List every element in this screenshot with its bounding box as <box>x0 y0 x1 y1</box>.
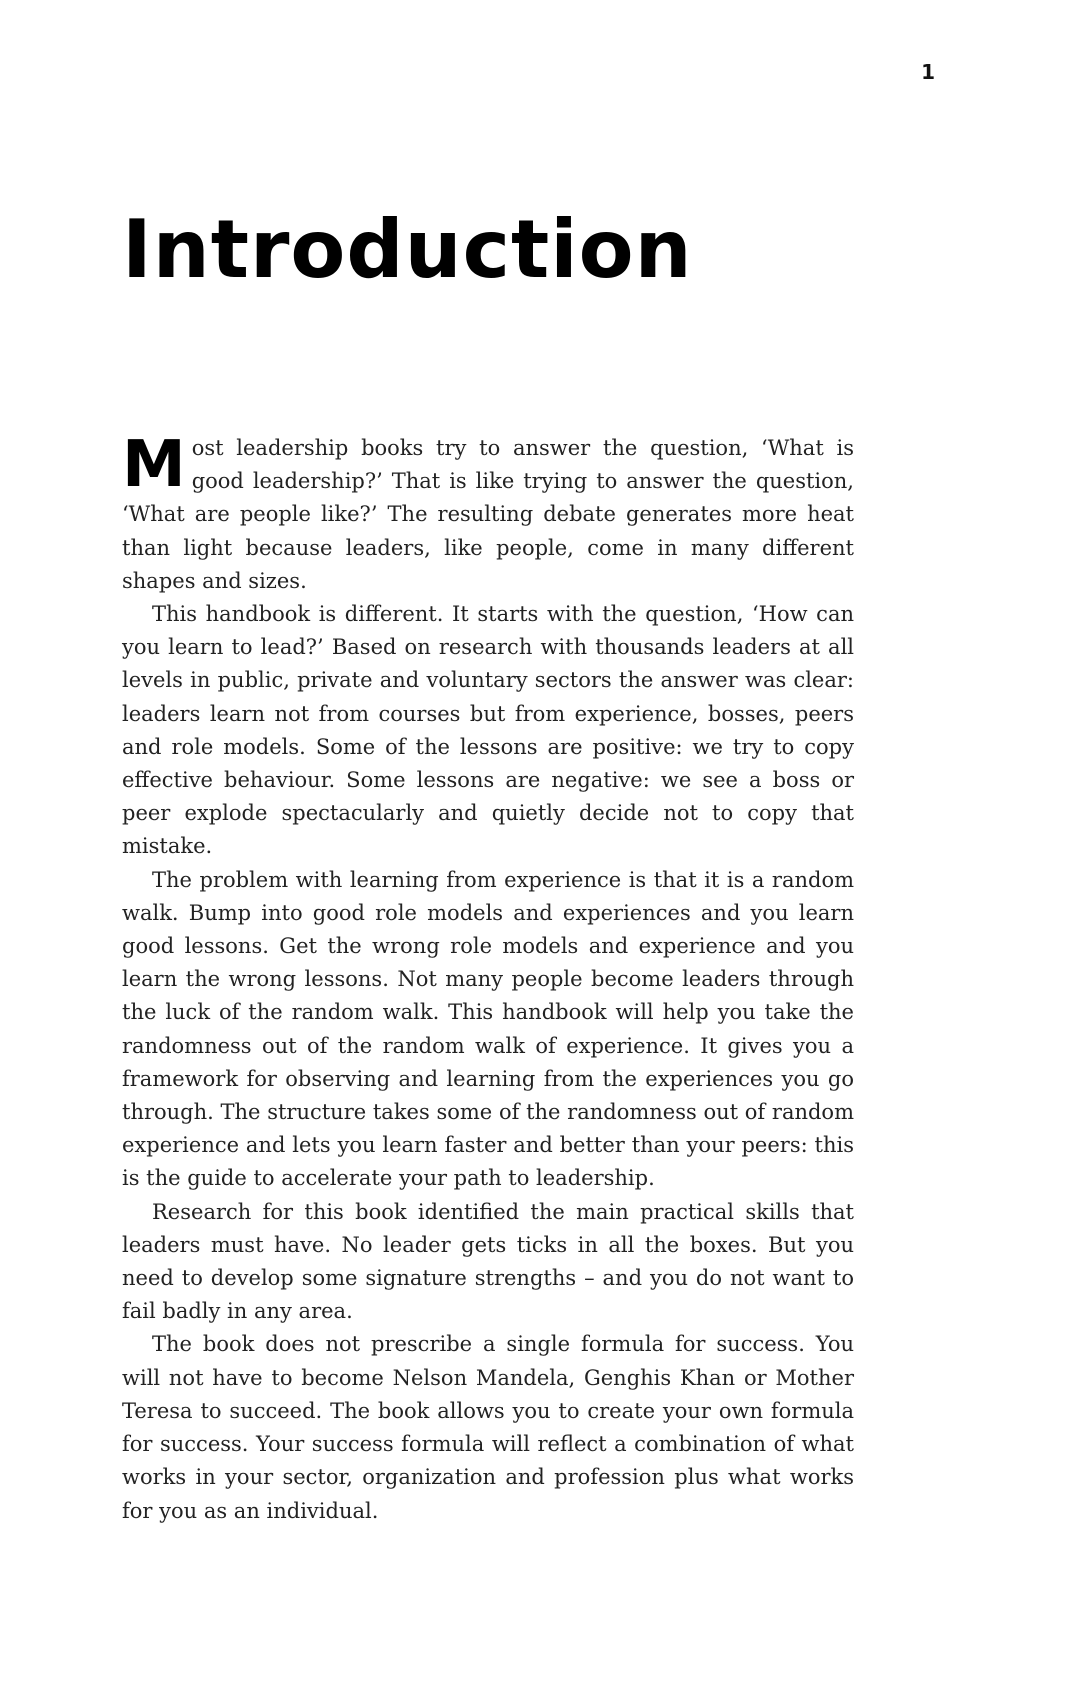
paragraph-1-text: ost leadership books try to answer the question, ‘What is good leadership?’ That is like trying to answer the question, ‘What are people like?’ The resulting debate generates more heat than light because leaders, like people, come in many different shapes and sizes. <box>122 436 854 593</box>
chapter-title: Introduction <box>122 203 693 296</box>
drop-cap: M <box>122 428 186 502</box>
paragraph-3: The problem with learning from experience is that it is a random walk. Bump into good role models and experiences and you learn good lessons. Get the wrong role models and experience and you learn the wrong lessons. Not many people become leaders through the luck of the random walk. This handbook will help you take the randomness out of the random walk of experience. It gives you a framework for observing and learning from the experiences you go through. The structure takes some of the randomness out of random experience and lets you learn faster and better than your peers: this is the guide to accelerate your path to leadership. <box>122 867 854 1191</box>
paragraph-2: This handbook is different. It starts with the question, ‘How can you learn to lead?’ Based on research with thousands leaders at all levels in public, private and voluntary sectors the answer was clear: leaders learn not from courses but from experience, bosses, peers and role models. Some of the lessons are positive: we try to copy effective behaviour. Some lessons are negative: we see a boss or peer explode spectacularly and quietly decide not to copy that mistake. <box>122 602 854 859</box>
paragraph-5: The book does not prescribe a single formula for success. You will not have to become Nelson Mandela, Genghis Khan or Mother Teresa to succeed. The book allows you to create your own formula for success. Your success formula will reflect a combination of what works in your sector, organization and profession plus what works for you as an individual. <box>122 1332 854 1523</box>
paragraph-4: Research for this book identified the main practical skills that leaders must have. No leader gets ticks in all the boxes. But you need to develop some signature strengths – and you do not want to fail badly in any area. <box>122 1199 854 1324</box>
paragraph-1 <box>122 428 854 598</box>
body-text <box>122 428 854 1528</box>
page-number: 1 <box>921 60 935 84</box>
